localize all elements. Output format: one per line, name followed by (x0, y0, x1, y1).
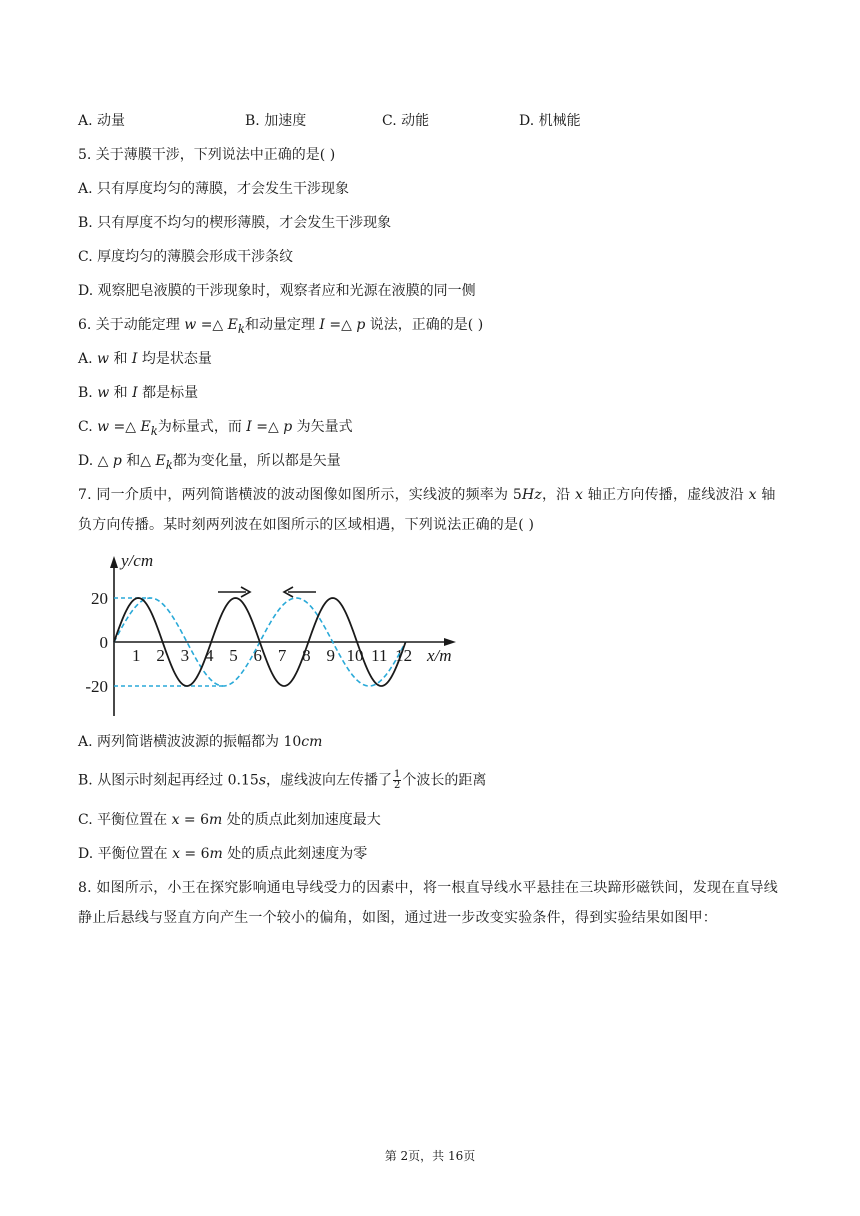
x-tick-label: 9 (326, 646, 335, 665)
q6-stem: 6. 关于动能定理 w =△ $E_k$和动量定理 I =△ p 说法，正确的是( ) (78, 317, 484, 336)
wave-figure (78, 548, 478, 720)
y-tick-label: 0 (99, 633, 108, 652)
x-tick-label: 2 (156, 646, 165, 665)
q5-option-b: B. 只有厚度不均匀的楔形薄膜，才会发生干涉现象 (78, 215, 392, 231)
q6-option-b: B. w 和 I 都是标量 (78, 385, 199, 401)
chart-ticks (132, 646, 412, 665)
x-tick-label: 7 (277, 646, 287, 665)
q7-option-b: B. 从图示时刻起再经过 0.15s，虚线波向左传播了 $\frac{1}{2}$ 个波长的距离 (78, 769, 487, 791)
x-tick-label: 11 (371, 646, 388, 665)
q6-option-a: A. w 和 I 均是状态量 (78, 351, 212, 367)
x-tick-label: 6 (253, 646, 263, 665)
x-tick-label: 3 (180, 646, 190, 665)
x-tick-label: 10 (346, 646, 364, 665)
q4-option-a: A. 动量 (78, 113, 126, 129)
x-tick-label: 5 (229, 646, 238, 665)
q7-stem: 7. 同一介质中，两列简谐横波的波动图像如图所示，实线波的频率为 5Hz，沿 x 轴正方向传播，虚线波沿 x 轴负方向传播。某时刻两列波在如图所示的区域相遇，下列说法正确的是( ) (78, 487, 776, 533)
y-axis-label: y/cm (121, 551, 154, 570)
x-tick-label: 8 (302, 646, 311, 665)
chart-axes (110, 556, 456, 716)
page-footer: 第 2页，共 16页 (384, 1149, 476, 1163)
q7-option-a: A. 两列简谐横波波源的振幅都为 10cm (78, 734, 323, 750)
x-axis-arrowhead (444, 638, 456, 646)
fraction-half: $\frac{1}{2}$ (394, 769, 401, 791)
q4-option-d: D. 机械能 (519, 113, 581, 129)
y-axis-arrowhead (110, 556, 118, 568)
q5-option-c: C. 厚度均匀的薄膜会形成干涉条纹 (78, 249, 294, 265)
x-tick-label: 12 (395, 646, 413, 665)
x-tick-label: 4 (204, 646, 214, 665)
q5-option-d: D. 观察肥皂液膜的干涉现象时，观察者应和光源在液膜的同一侧 (78, 283, 476, 299)
q4-option-b: B. 加速度 (245, 113, 307, 129)
q5-stem: 5. 关于薄膜干涉，下列说法中正确的是( ) (78, 147, 336, 163)
y-tick-label: -20 (85, 677, 108, 696)
direction-arrows (218, 587, 316, 597)
q7-option-d: D. 平衡位置在 x = 6m 处的质点此刻速度为零 (78, 846, 368, 862)
x-tick-label: 1 (132, 646, 141, 665)
q5-option-a: A. 只有厚度均匀的薄膜，才会发生干涉现象 (78, 181, 350, 197)
q4-option-c: C. 动能 (382, 113, 430, 129)
y-tick-label: 20 (91, 589, 108, 608)
q6-option-c: C. w =△ $E_k$为标量式，而 I =△ p 为矢量式 (78, 419, 353, 438)
x-axis-label: x/m (427, 646, 452, 665)
q8-stem: 8. 如图所示，小王在探究影响通电导线受力的因素中，将一根直导线水平悬挂在三块蹄形磁铁间，发现在直导线静止后悬线与竖直方向产生一个较小的偏角，如图，通过进一步改变实验条件，得到实验结果如图甲： (78, 880, 779, 926)
q7-option-c: C. 平衡位置在 x = 6m 处的质点此刻加速度最大 (78, 812, 381, 828)
q6-option-d: D. △ p 和△ $E_k$都为变化量，所以都是矢量 (78, 453, 341, 472)
